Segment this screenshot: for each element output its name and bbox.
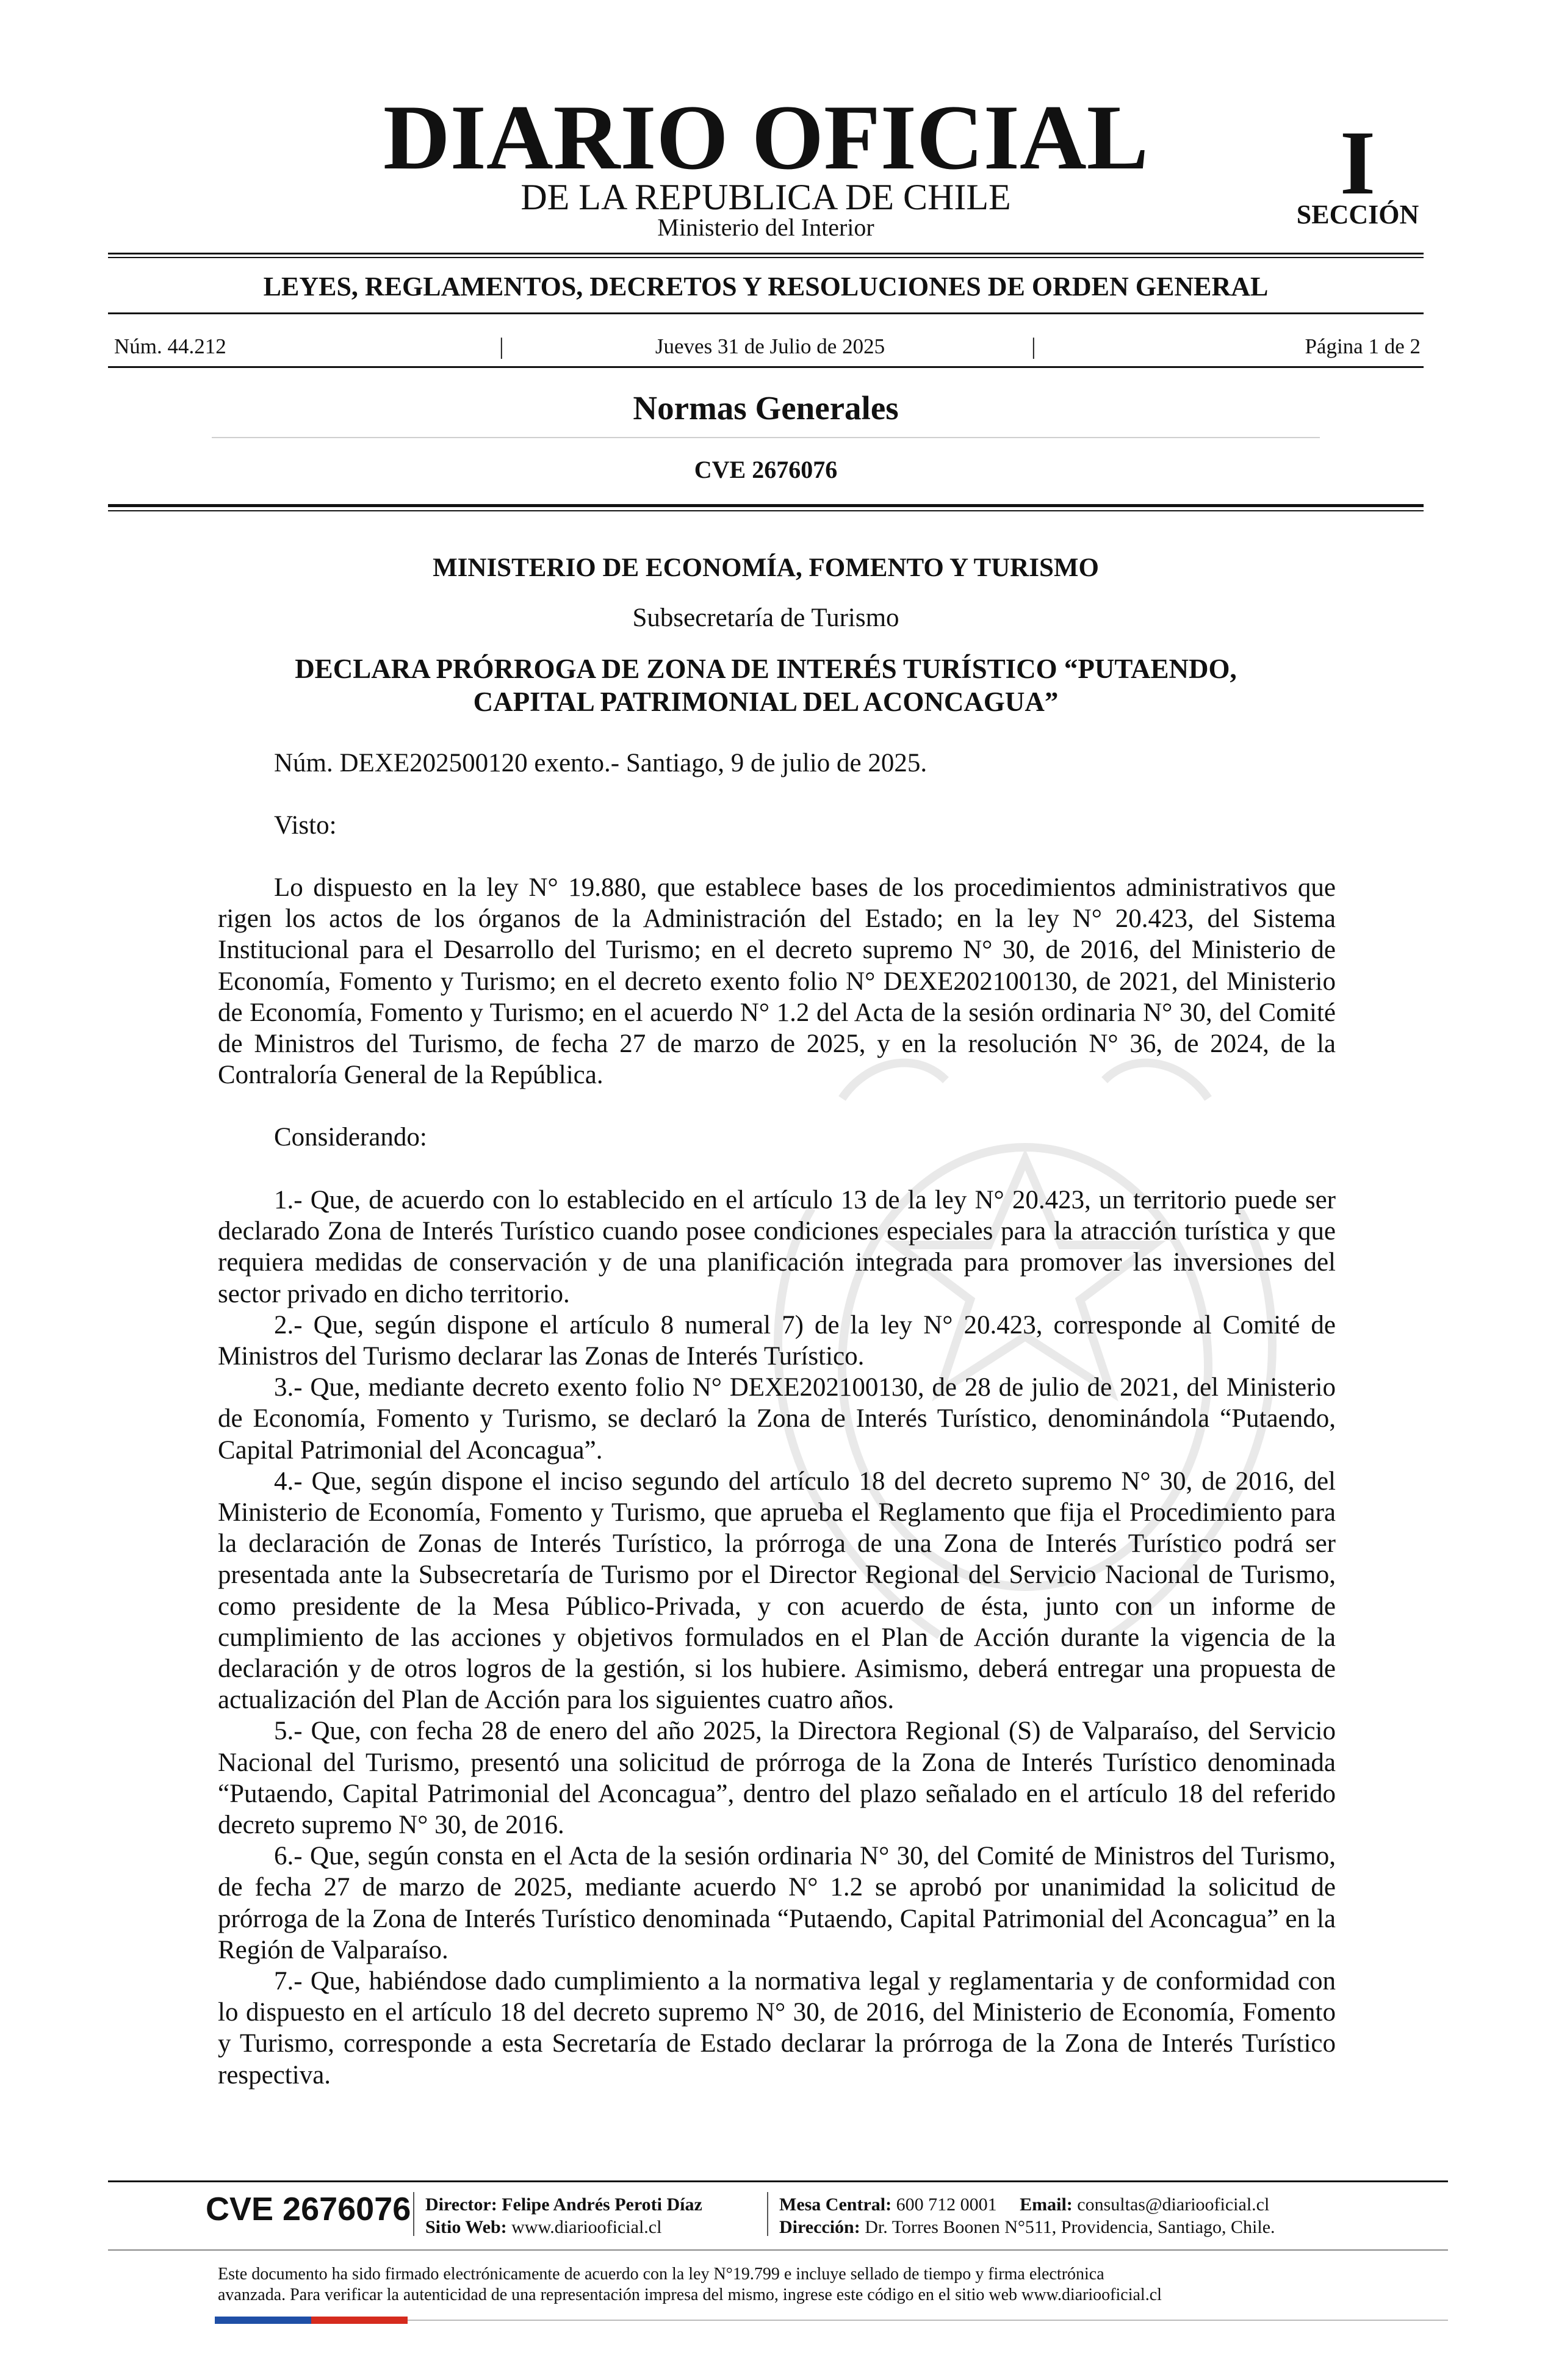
considerando-item: 1.- Que, de acuerdo con lo establecido en el artículo 13 de la ley N° 20.423, un territorio puede ser declarado Zona de Interés Turístico cuando posee condiciones especiales para la atracción turística y que requiera medidas de conservación y de una planificación integrada para promover las inversiones del sector privado en dicho territorio. xyxy=(218,1186,1336,1308)
footer-contact-block xyxy=(779,2193,1275,2238)
mesa-label: Mesa Central: xyxy=(779,2194,892,2215)
footer-cve-code: CVE 2676076 xyxy=(206,2191,411,2227)
flag-bar-red xyxy=(311,2317,408,2324)
visto-text: Lo dispuesto en la ley N° 19.880, que establece bases de los procedimientos administrativos que rigen los actos de los órganos de la Administración del Estado; en la ley N° 20.423, del Sistema Institucional para el Desarrollo del Turismo; en el decreto supremo N° 30, de 2016, del Ministerio de Economía, Fomento y Turismo; en el decreto exento folio N° DEXE202100130, de 2021, del Ministerio de Economía, Fomento y Turismo; en el acuerdo N° 1.2 del Acta de la sesión ordinaria N° 30, del Comité de Ministros del Turismo, de fecha 27 de marzo de 2025, y en la resolución N° 36, de 2024, de la Contraloría General de la República. xyxy=(218,873,1336,1090)
rule-banner-bottom xyxy=(108,312,1424,314)
decree-number-text: Núm. DEXE202500120 exento.- Santiago, 9 de julio de 2025. xyxy=(274,749,927,777)
masthead-title: DIARIO OFICIAL xyxy=(383,86,1149,189)
separator: | xyxy=(1031,334,1036,359)
masthead-subtitle: DE LA REPUBLICA DE CHILE xyxy=(520,177,1011,217)
email-link[interactable]: consultas@diariooficial.cl xyxy=(1077,2194,1270,2215)
section-number: I xyxy=(1339,112,1376,214)
footer-director-block xyxy=(425,2193,702,2238)
decree-number xyxy=(218,748,1336,779)
section-label: SECCIÓN xyxy=(1296,200,1419,229)
flag-bar-blue xyxy=(215,2317,311,2324)
rule-top-thin xyxy=(108,257,1424,258)
decree-title-line-1: DECLARA PRÓRROGA DE ZONA DE INTERÉS TURÍSTICO “PUTAENDO, xyxy=(295,654,1237,684)
visto-label xyxy=(218,810,1336,841)
considerando-label xyxy=(218,1122,1336,1153)
section-title: Normas Generales xyxy=(633,389,899,427)
mesa-phone: 600 712 0001 xyxy=(896,2194,997,2215)
address-value: Dr. Torres Boonen N°511, Providencia, Santiago, Chile. xyxy=(865,2217,1275,2237)
subsecretaria: Subsecretaría de Turismo xyxy=(632,604,899,632)
considerando-item: 6.- Que, según consta en el Acta de la sesión ordinaria N° 30, del Comité de Ministros del Turismo, de fecha 27 de marzo de 2025, mediante acuerdo N° 1.2 se aprobó por unanimidad la solicitud de prórroga de la Zona de Interés Turístico denominada “Putaendo, Capital Patrimonial del Aconcagua” en la Región de Valparaíso. xyxy=(218,1842,1336,1964)
masthead-ministry: Ministerio del Interior xyxy=(657,214,874,241)
issue-number: Núm. 44.212 xyxy=(114,334,226,358)
considerando-item: 3.- Que, mediante decreto exento folio N° DEXE202100130, de 28 de julio de 2021, del Ministerio de Economía, Fomento y Turismo, se declaró la Zona de Interés Turístico, denominándola “Putaendo, Capital Patrimonial del Aconcagua”. xyxy=(218,1373,1336,1465)
rule-cve-thick xyxy=(108,504,1424,507)
considerando-item: 5.- Que, con fecha 28 de enero del año 2025, la Directora Regional (S) de Valparaíso, del Servicio Nacional del Turismo, presentó una solicitud de prórroga de la Zona de Interés Turístico denominada “Putaendo, Capital Patrimonial del Aconcagua”, dentro del plazo señalado en el artículo 18 del referido decreto supremo N° 30, de 2016. xyxy=(218,1717,1336,1840)
considerandos-list xyxy=(218,1185,1336,2091)
flag-bar-line xyxy=(408,2320,1448,2321)
rule-top xyxy=(108,253,1424,254)
considerando-item: 2.- Que, según dispone el artículo 8 numeral 7) de la ley N° 20.423, corresponde al Comité de Ministros del Turismo declarar las Zonas de Interés Turístico. xyxy=(218,1310,1336,1371)
director-name: Felipe Andrés Peroti Díaz xyxy=(502,2194,702,2215)
director-label: Director: xyxy=(425,2194,497,2215)
footer-rule xyxy=(108,2180,1448,2182)
footer-rule-thin xyxy=(108,2249,1448,2251)
visto-label-text: Visto: xyxy=(274,811,337,840)
visto-paragraph xyxy=(218,872,1336,1091)
decree-title-line-2: CAPITAL PATRIMONIAL DEL ACONCAGUA” xyxy=(473,687,1059,717)
email-label: Email: xyxy=(1020,2194,1073,2215)
footer-legal-line-2: avanzada. Para verificar la autenticidad de una representación impresa del mismo, ingrese este código en el sitio web www.diariooficial.cl xyxy=(218,2285,1162,2304)
rule-cve-thin xyxy=(108,510,1424,511)
footer-separator xyxy=(413,2192,414,2236)
address-label: Dirección: xyxy=(779,2217,860,2237)
considerando-label-text: Considerando: xyxy=(274,1123,427,1152)
page-indicator: Página 1 de 2 xyxy=(1305,334,1421,358)
website-link[interactable]: www.diariooficial.cl xyxy=(511,2217,662,2237)
cve-code: CVE 2676076 xyxy=(694,456,838,483)
banner-title: LEYES, REGLAMENTOS, DECRETOS Y RESOLUCIONES DE ORDEN GENERAL xyxy=(263,272,1269,301)
website-label: Sitio Web: xyxy=(425,2217,507,2237)
issue-date: Jueves 31 de Julio de 2025 xyxy=(655,334,885,358)
ministry-name: MINISTERIO DE ECONOMÍA, FOMENTO Y TURISMO xyxy=(433,554,1099,582)
rule-section xyxy=(212,437,1320,438)
separator: | xyxy=(499,334,504,359)
footer-legal-line-1: Este documento ha sido firmado electrónicamente de acuerdo con la ley N°19.799 e incluye sellado de tiempo y firma electrónica xyxy=(218,2265,1104,2284)
considerando-item: 7.- Que, habiéndose dado cumplimiento a la normativa legal y reglamentaria y de conformidad con lo dispuesto en el artículo 18 del decreto supremo N° 30, de 2016, del Ministerio de Economía, Fomento y Turismo, corresponde a esta Secretaría de Estado declarar la prórroga de la Zona de Interés Turístico respectiva. xyxy=(218,1967,1336,2090)
rule-info-bottom xyxy=(108,366,1424,368)
footer-separator xyxy=(767,2192,768,2236)
decree-title xyxy=(220,652,1312,718)
considerando-item: 4.- Que, según dispone el inciso segundo del artículo 18 del decreto supremo N° 30, de 2016, del Ministerio de Economía, Fomento y Turismo, que aprueba el Reglamento que fija el Procedimiento para la declaración de Zonas de Interés Turístico, la prórroga de una Zona de Interés Turístico podrá ser presentada ante la Subsecretaría de Turismo por el Director Regional del Servicio Nacional de Turismo, como presidente de la Mesa Público-Privada, y con acuerdo de ésta, junto con un informe de cumplimiento de las acciones y objetivos formulados en el Plan de Acción durante la vigencia de la declaración y de otros logros de la gestión, si los hubiere. Asimismo, deberá entregar una propuesta de actualización del Plan de Acción para los siguientes cuatro años. xyxy=(218,1466,1336,1715)
